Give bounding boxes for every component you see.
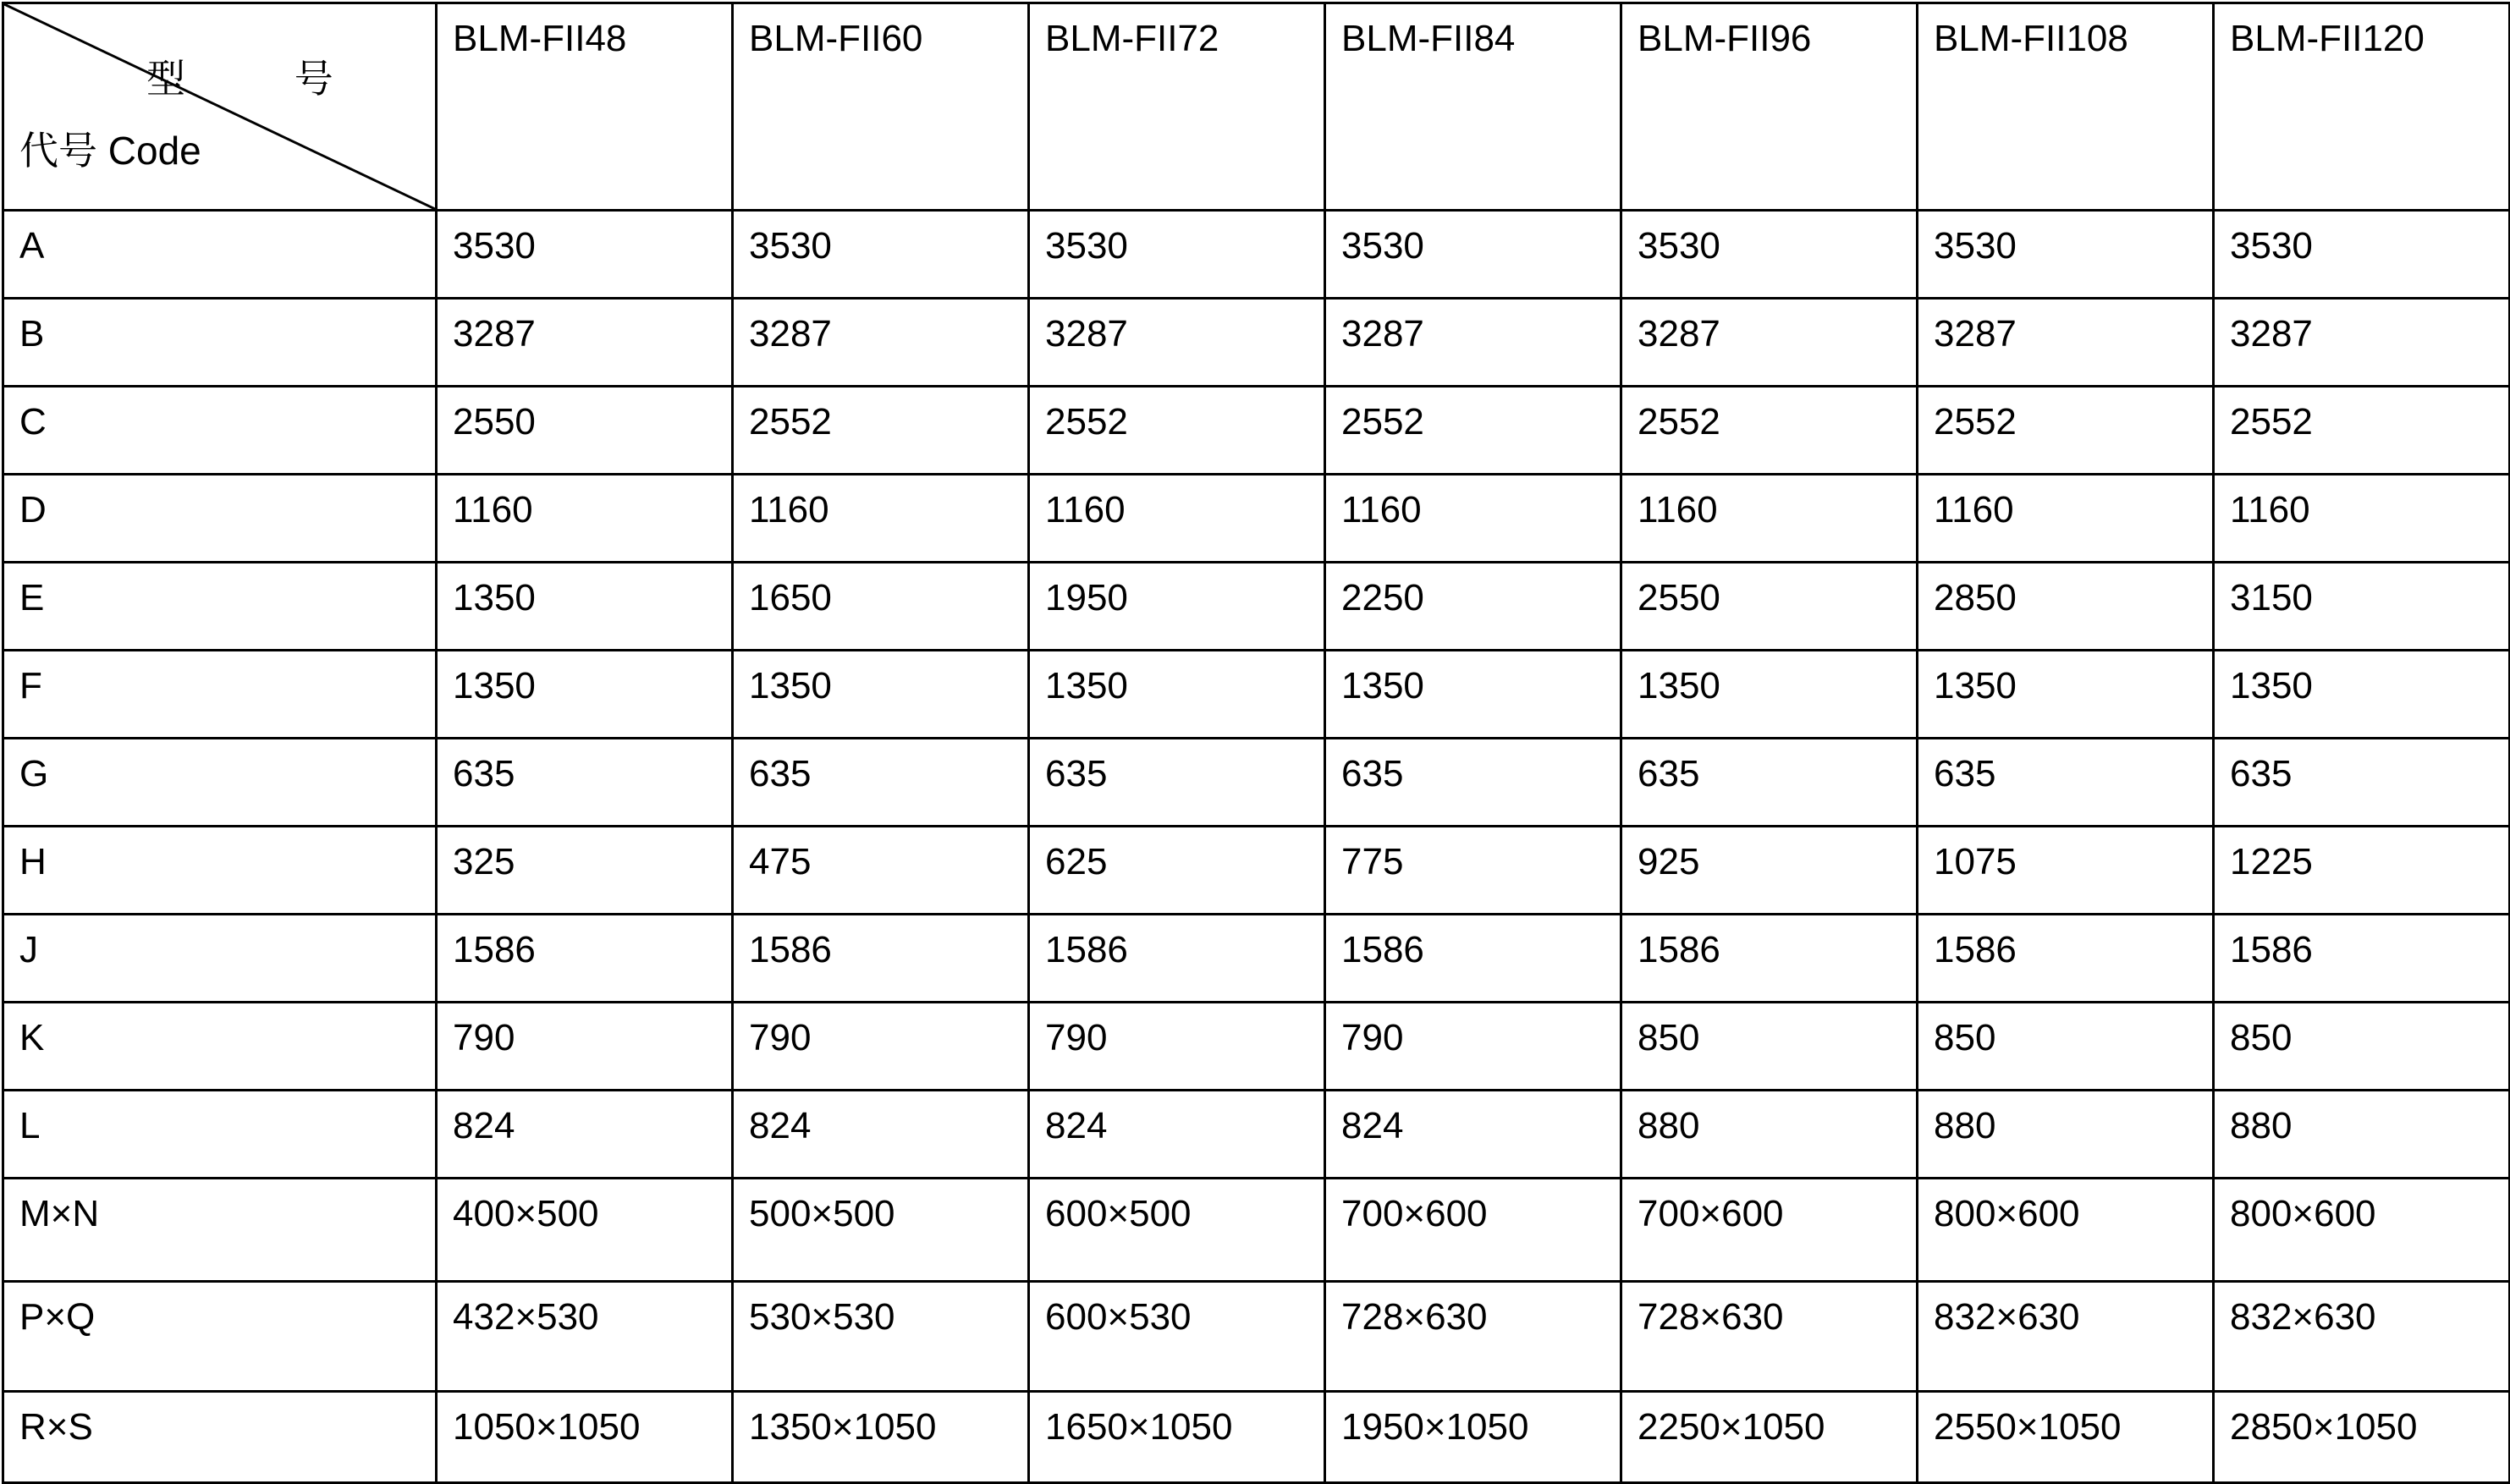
table-cell: 2250 xyxy=(1325,563,1621,651)
row-code: F xyxy=(3,651,437,739)
table-cell: 1160 xyxy=(1029,475,1325,563)
table-row xyxy=(3,739,2510,827)
table-cell: 635 xyxy=(1029,739,1325,827)
table-cell: 1075 xyxy=(1918,827,2214,915)
column-header: BLM-FII96 xyxy=(1621,3,1918,211)
table-cell: 2552 xyxy=(733,387,1029,475)
table-cell: 2850 xyxy=(1918,563,2214,651)
table-cell: 1950 xyxy=(1029,563,1325,651)
table-cell: 850 xyxy=(1918,1003,2214,1091)
table-cell: 432×530 xyxy=(437,1282,733,1392)
table-cell: 1160 xyxy=(1621,475,1918,563)
table-row xyxy=(3,1179,2510,1282)
header-row xyxy=(3,3,2510,211)
column-header: BLM-FII60 xyxy=(733,3,1029,211)
table-cell: 3287 xyxy=(1029,299,1325,387)
table-cell: 400×500 xyxy=(437,1179,733,1282)
table-row xyxy=(3,475,2510,563)
table-cell: 790 xyxy=(437,1003,733,1091)
row-code: D xyxy=(3,475,437,563)
row-code: A xyxy=(3,211,437,299)
table-cell: 530×530 xyxy=(733,1282,1029,1392)
spec-table xyxy=(2,2,2510,1484)
table-cell: 635 xyxy=(733,739,1029,827)
table-cell: 800×600 xyxy=(2214,1179,2510,1282)
table-cell: 3287 xyxy=(1918,299,2214,387)
table-cell: 824 xyxy=(1325,1091,1621,1179)
table-cell: 1350×1050 xyxy=(733,1392,1029,1483)
table-cell: 500×500 xyxy=(733,1179,1029,1282)
table-cell: 3287 xyxy=(1325,299,1621,387)
table-cell: 2552 xyxy=(1621,387,1918,475)
table-cell: 880 xyxy=(2214,1091,2510,1179)
table-cell: 635 xyxy=(1325,739,1621,827)
table-cell: 880 xyxy=(1918,1091,2214,1179)
table-cell: 2250×1050 xyxy=(1621,1392,1918,1483)
table-row xyxy=(3,563,2510,651)
table-cell: 1350 xyxy=(1918,651,2214,739)
table-cell: 3287 xyxy=(437,299,733,387)
table-row xyxy=(3,299,2510,387)
column-header: BLM-FII72 xyxy=(1029,3,1325,211)
table-cell: 1586 xyxy=(733,915,1029,1003)
table-cell: 325 xyxy=(437,827,733,915)
table-cell: 3530 xyxy=(2214,211,2510,299)
row-code: K xyxy=(3,1003,437,1091)
table-body xyxy=(3,211,2510,1483)
table-row xyxy=(3,651,2510,739)
row-code: E xyxy=(3,563,437,651)
corner-header-cell xyxy=(3,3,437,211)
table-cell: 3530 xyxy=(1918,211,2214,299)
table-cell: 3150 xyxy=(2214,563,2510,651)
row-code: G xyxy=(3,739,437,827)
table-cell: 832×630 xyxy=(1918,1282,2214,1392)
table-cell: 635 xyxy=(437,739,733,827)
table-cell: 600×530 xyxy=(1029,1282,1325,1392)
table-cell: 800×600 xyxy=(1918,1179,2214,1282)
table-cell: 850 xyxy=(1621,1003,1918,1091)
table-cell: 475 xyxy=(733,827,1029,915)
table-cell: 1586 xyxy=(1325,915,1621,1003)
row-code: C xyxy=(3,387,437,475)
table-cell: 1160 xyxy=(2214,475,2510,563)
table-cell: 635 xyxy=(1918,739,2214,827)
table-cell: 2550×1050 xyxy=(1918,1392,2214,1483)
row-code: P×Q xyxy=(3,1282,437,1392)
table-row xyxy=(3,1003,2510,1091)
table-cell: 728×630 xyxy=(1621,1282,1918,1392)
table-cell: 1050×1050 xyxy=(437,1392,733,1483)
table-cell: 3530 xyxy=(733,211,1029,299)
table-cell: 3530 xyxy=(1621,211,1918,299)
table-cell: 2550 xyxy=(1621,563,1918,651)
table-cell: 1350 xyxy=(437,563,733,651)
table-row xyxy=(3,1282,2510,1392)
table-cell: 2552 xyxy=(2214,387,2510,475)
table-cell: 2850×1050 xyxy=(2214,1392,2510,1483)
table-cell: 824 xyxy=(733,1091,1029,1179)
table-cell: 3287 xyxy=(2214,299,2510,387)
table-cell: 600×500 xyxy=(1029,1179,1325,1282)
table-cell: 1350 xyxy=(1029,651,1325,739)
table-cell: 700×600 xyxy=(1621,1179,1918,1282)
table-cell: 1225 xyxy=(2214,827,2510,915)
table-cell: 728×630 xyxy=(1325,1282,1621,1392)
table-cell: 3287 xyxy=(733,299,1029,387)
column-header: BLM-FII120 xyxy=(2214,3,2510,211)
table-cell: 1650×1050 xyxy=(1029,1392,1325,1483)
table-row xyxy=(3,211,2510,299)
table-cell: 2552 xyxy=(1325,387,1621,475)
table-cell: 2552 xyxy=(1918,387,2214,475)
row-code: J xyxy=(3,915,437,1003)
table-cell: 635 xyxy=(2214,739,2510,827)
corner-model-label: 型 号 xyxy=(146,57,383,101)
table-row xyxy=(3,1091,2510,1179)
table-cell: 1586 xyxy=(1029,915,1325,1003)
table-cell: 1160 xyxy=(733,475,1029,563)
table-cell: 850 xyxy=(2214,1003,2510,1091)
table-cell: 3530 xyxy=(1029,211,1325,299)
table-row xyxy=(3,827,2510,915)
column-header: BLM-FII84 xyxy=(1325,3,1621,211)
table-cell: 775 xyxy=(1325,827,1621,915)
table-row xyxy=(3,387,2510,475)
table-cell: 1350 xyxy=(2214,651,2510,739)
table-cell: 1350 xyxy=(437,651,733,739)
table-cell: 1160 xyxy=(1325,475,1621,563)
table-cell: 824 xyxy=(437,1091,733,1179)
row-code: M×N xyxy=(3,1179,437,1282)
table-cell: 790 xyxy=(1029,1003,1325,1091)
table-cell: 700×600 xyxy=(1325,1179,1621,1282)
table-row xyxy=(3,915,2510,1003)
table-cell: 1650 xyxy=(733,563,1029,651)
row-code: L xyxy=(3,1091,437,1179)
table-cell: 2552 xyxy=(1029,387,1325,475)
table-row xyxy=(3,1392,2510,1483)
table-cell: 1586 xyxy=(2214,915,2510,1003)
table-cell: 1586 xyxy=(437,915,733,1003)
table-cell: 2550 xyxy=(437,387,733,475)
diagonal-divider xyxy=(4,4,435,209)
row-code: B xyxy=(3,299,437,387)
table-cell: 790 xyxy=(733,1003,1029,1091)
table-cell: 1950×1050 xyxy=(1325,1392,1621,1483)
column-header: BLM-FII108 xyxy=(1918,3,2214,211)
table-cell: 1350 xyxy=(1621,651,1918,739)
column-header: BLM-FII48 xyxy=(437,3,733,211)
table-cell: 824 xyxy=(1029,1091,1325,1179)
table-cell: 832×630 xyxy=(2214,1282,2510,1392)
table-cell: 1160 xyxy=(437,475,733,563)
table-cell: 3530 xyxy=(437,211,733,299)
corner-code-label: 代号 Code xyxy=(19,129,201,173)
table-cell: 925 xyxy=(1621,827,1918,915)
table-cell: 635 xyxy=(1621,739,1918,827)
row-code: H xyxy=(3,827,437,915)
table-cell: 1586 xyxy=(1918,915,2214,1003)
spec-sheet xyxy=(0,2,2510,1473)
table-cell: 625 xyxy=(1029,827,1325,915)
table-cell: 1160 xyxy=(1918,475,2214,563)
table-cell: 3287 xyxy=(1621,299,1918,387)
table-cell: 1350 xyxy=(733,651,1029,739)
table-cell: 880 xyxy=(1621,1091,1918,1179)
table-cell: 3530 xyxy=(1325,211,1621,299)
row-code: R×S xyxy=(3,1392,437,1483)
table-cell: 1586 xyxy=(1621,915,1918,1003)
table-cell: 1350 xyxy=(1325,651,1621,739)
table-cell: 790 xyxy=(1325,1003,1621,1091)
